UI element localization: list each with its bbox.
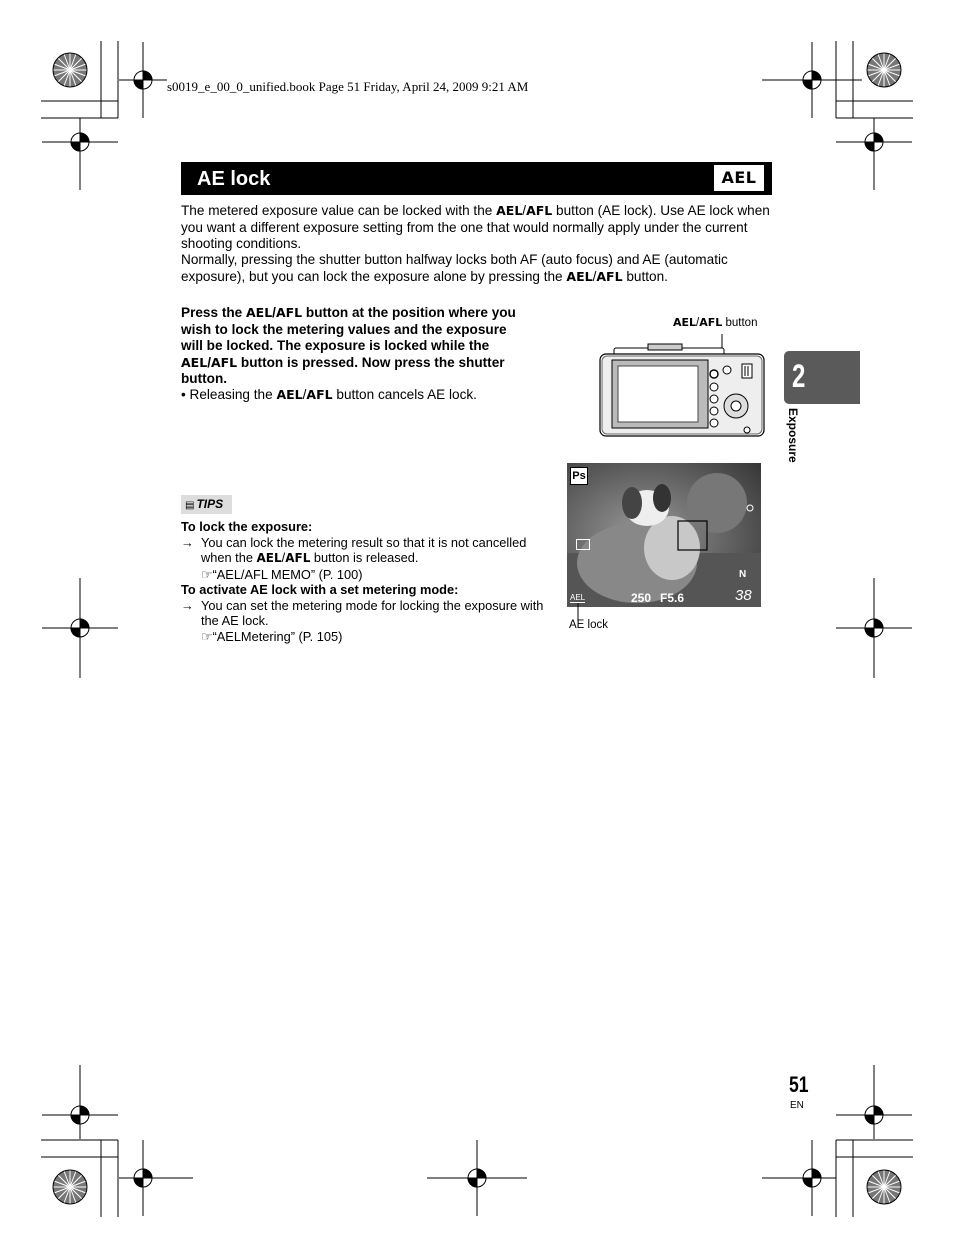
ael-key: AEL [256, 551, 282, 566]
afl-key: AFL [699, 316, 723, 329]
ael-key: AEL [276, 387, 303, 402]
metering-icon [576, 539, 590, 550]
tips-label: TIPS [196, 497, 224, 511]
tips-reference [181, 567, 551, 583]
ael-indicator-icon: AEL [570, 593, 586, 602]
chapter-name: Exposure [786, 408, 800, 463]
ael-key: AEL [245, 305, 273, 320]
bullet-text: • Releasing the [181, 387, 277, 402]
intro-text: button. [622, 268, 668, 284]
slash: / [281, 550, 286, 566]
print-header: s0019_e_00_0_unified.book Page 51 Friday, April 24, 2009 9:21 AM [167, 79, 529, 94]
tips-heading: To activate AE lock with a set metering mode: [181, 582, 459, 597]
lcd-screen [567, 463, 761, 607]
reference-icon: ☞ [201, 566, 213, 582]
tips-item-2 [181, 582, 551, 644]
reference-icon: ☞ [201, 628, 213, 644]
ael-key: AEL [496, 203, 523, 218]
lcd-photo [567, 463, 761, 607]
label-text: button [722, 317, 758, 329]
section-title-bar [181, 162, 772, 195]
slash: / [592, 268, 597, 284]
slash: / [272, 305, 276, 320]
afl-key: AFL [526, 203, 553, 218]
ae-lock-label: AE lock [569, 619, 608, 631]
afl-key: AFL [306, 387, 333, 402]
image-quality-icon: N [739, 569, 747, 580]
afl-key: AFL [275, 305, 303, 320]
tips-item-1 [181, 519, 551, 582]
step-instruction [181, 305, 531, 388]
slash: / [302, 387, 307, 402]
intro-text: Normally, pressing the shutter button halfway locks both AF (auto focus) and AE (automatic exposure), but you can lock the exposure alone by pressing the [181, 252, 728, 284]
bullet-text: button cancels AE lock. [332, 387, 477, 402]
ael-key: AEL [181, 354, 208, 370]
step-text: button is pressed. Now press the shutter button. [181, 354, 505, 386]
slash: / [696, 317, 700, 329]
tips-heading: To lock the exposure: [181, 519, 313, 534]
frame-count: 38 [735, 587, 752, 604]
tips-text: You can lock the metering result so that it is not cancelled when the [201, 534, 527, 566]
mode-ps-icon: Ps [570, 467, 588, 485]
page-language: EN [790, 1100, 804, 1111]
intro-paragraph-1 [181, 203, 773, 253]
reference-text: “AELMetering” (P. 105) [212, 628, 343, 644]
chapter-number: 2 [792, 358, 806, 394]
intro-text: The metered exposure value can be locked with the [181, 203, 497, 218]
chapter-tab [784, 351, 860, 404]
camera-back-illustration [596, 330, 771, 440]
tips-text: You can set the metering mode for locking the exposure with the AE lock. [201, 597, 544, 629]
ael-badge-icon: AEL [714, 165, 764, 191]
tips-note-icon: ▤ [185, 500, 195, 511]
ael-key: AEL [566, 268, 593, 284]
afl-key: AFL [285, 551, 311, 566]
intro-text: button (AE lock). Use AE lock when you want a different exposure setting from the one that would normally apply under the current shooting conditions. [181, 203, 770, 251]
slash: / [207, 354, 211, 370]
reference-text: “AEL/AFL MEMO” (P. 100) [212, 566, 363, 582]
step-text: button at the position where you wish to lock the metering values and the exposure will be locked. The exposure is locked while the [181, 305, 516, 353]
tips-body [181, 598, 551, 629]
page-number: 51 [789, 1072, 809, 1097]
step-bullet [181, 387, 541, 404]
section-title: AE lock [197, 168, 271, 190]
shutter-speed: 250 [631, 591, 652, 605]
arrow-icon: → [181, 597, 194, 613]
step-text: Press the [181, 305, 246, 320]
tips-reference [181, 629, 551, 645]
intro-paragraph-2 [181, 252, 773, 285]
ael-key: AEL [673, 316, 697, 329]
camera-button-label [673, 316, 757, 329]
aperture-value: F5.6 [660, 591, 685, 605]
arrow-icon: → [181, 534, 194, 550]
tips-badge [181, 495, 232, 514]
tips-body [181, 535, 551, 567]
afl-key: AFL [210, 354, 238, 370]
tips-text: button is released. [310, 550, 419, 566]
afl-key: AFL [596, 268, 623, 284]
slash: / [522, 203, 527, 218]
